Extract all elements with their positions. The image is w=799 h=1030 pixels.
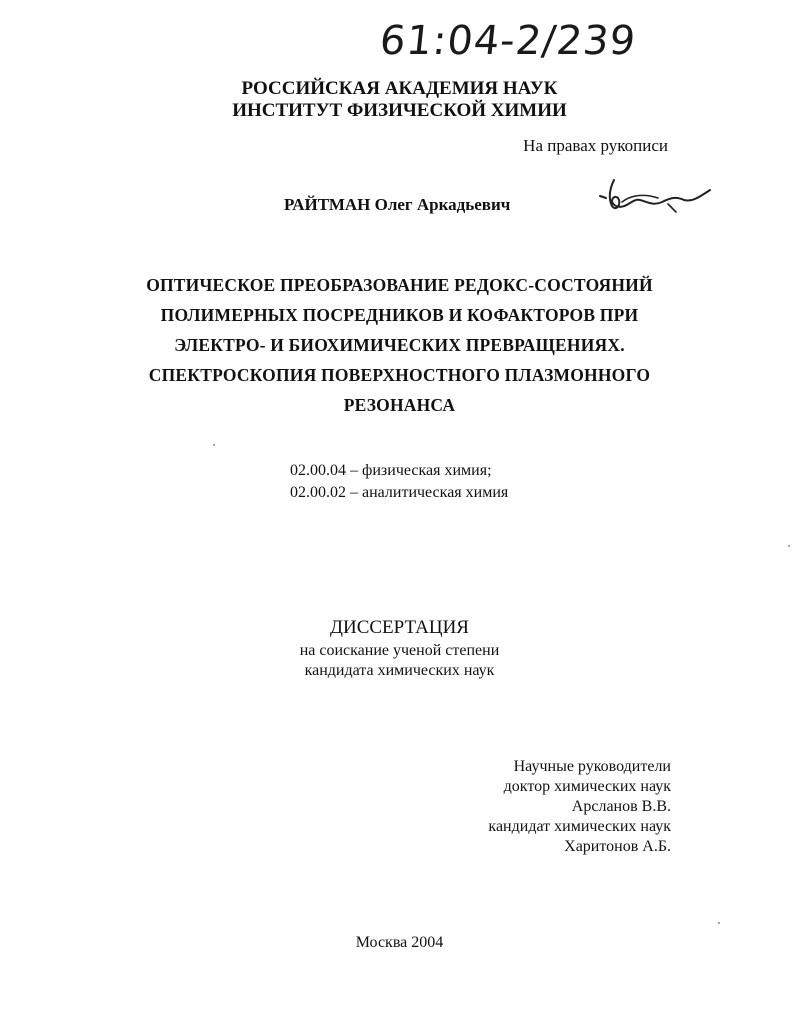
dissertation-title (0, 270, 799, 420)
title-line: ПОЛИМЕРНЫХ ПОСРЕДНИКОВ И КОФАКТОРОВ ПРИ (160, 305, 639, 325)
supervisors-block (488, 757, 671, 857)
specialty-line: 02.00.02 – аналитическая химия (290, 484, 509, 501)
institute-name: ИНСТИТУТ ФИЗИЧЕСКОЙ ХИМИИ (232, 100, 567, 121)
supervisor-name: Харитонов А.Б. (564, 838, 671, 855)
archive-number-handwritten: 61:04-2/239 (377, 18, 639, 64)
specialty-line: 02.00.04 – физическая химия; (290, 462, 492, 479)
supervisor-name: Арсланов В.В. (571, 798, 671, 815)
rights-note: На правах рукописи (523, 136, 668, 155)
author-name (284, 195, 510, 215)
organization-name: РОССИЙСКАЯ АКАДЕМИЯ НАУК (241, 78, 558, 99)
degree-line: на соискание ученой степени (299, 642, 500, 659)
specialty-codes (290, 460, 508, 504)
degree-sought (0, 641, 799, 681)
signature-image (592, 176, 722, 224)
scan-speck (788, 545, 790, 547)
scan-speck (213, 444, 215, 446)
title-line: ОПТИЧЕСКОЕ ПРЕОБРАЗОВАНИЕ РЕДОКС-СОСТОЯНИЙ (146, 275, 653, 295)
degree-line: кандидата химических наук (304, 662, 495, 679)
title-line: ЭЛЕКТРО- И БИОХИМИЧЕСКИХ ПРЕВРАЩЕНИЯХ. (174, 335, 625, 355)
supervisors-heading: Научные руководители (513, 758, 671, 775)
author-given-names: Олег Аркадьевич (374, 195, 511, 214)
document-type: ДИССЕРТАЦИЯ (330, 617, 469, 638)
scan-speck (718, 922, 720, 924)
title-line: СПЕКТРОСКОПИЯ ПОВЕРХНОСТНОГО ПЛАЗМОННОГО (148, 365, 651, 385)
author-surname: РАЙТМАН (284, 195, 371, 214)
city-year: Москва 2004 (355, 934, 444, 951)
supervisor-degree: кандидат химических наук (488, 818, 671, 835)
supervisor-degree: доктор химических наук (503, 778, 671, 795)
title-line: РЕЗОНАНСА (343, 395, 456, 415)
